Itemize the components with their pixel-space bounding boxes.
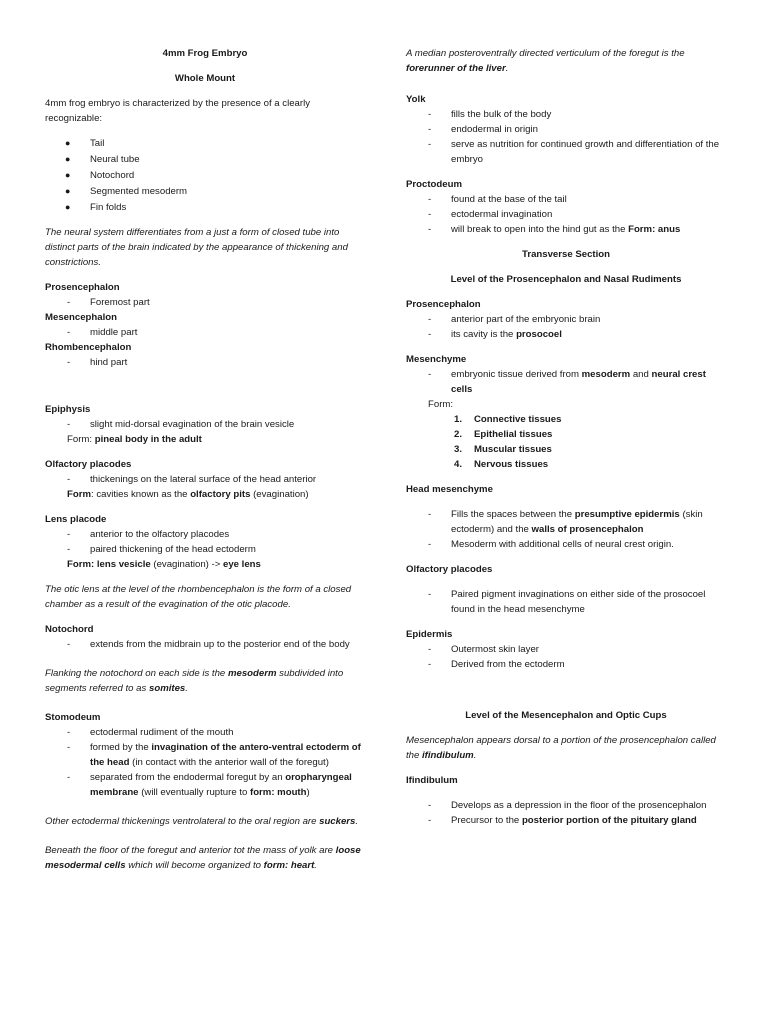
form-line: Form: cavities known as the olfactory pits (evagination) [67, 489, 309, 500]
list-item: - Precursor to the posterior portion of the pituitary gland [428, 815, 697, 826]
list-item: - Paired pigment invaginations on either side of the prosocoel found in the head mesenchyme [428, 589, 706, 615]
list-item: - extends from the midbrain up to the posterior end of the body [67, 639, 350, 650]
list-item: - paired thickening of the head ectoderm [67, 544, 256, 555]
left-column [45, 46, 365, 873]
list-item: - fills the bulk of the body [428, 109, 552, 120]
list-item: - slight mid-dorsal evagination of the brain vesicle [67, 419, 295, 430]
list-item: 2. Epithelial tissues [453, 429, 553, 440]
section-heading: Stomodeum [45, 712, 101, 723]
list-item: - Develops as a depression in the floor of the prosencephalon [428, 800, 707, 811]
list-item: ● Notochord [65, 170, 135, 181]
section-heading: Ifindibulum [406, 775, 458, 786]
list-item: - ectodermal rudiment of the mouth [67, 727, 234, 738]
doc-subtitle: Whole Mount [174, 73, 236, 84]
section-heading: Rhombencephalon [45, 342, 132, 353]
list-item: - Derived from the ectoderm [428, 659, 565, 670]
list-item: ● Tail [65, 138, 105, 149]
form-line: Form: [428, 399, 454, 410]
section-heading: Olfactory placodes [45, 459, 132, 470]
list-item: - its cavity is the prosocoel [428, 329, 562, 340]
section-heading: Lens placode [45, 514, 107, 525]
flank-note: Flanking the notochord on each side is the mesoderm subdivided into segments referred to as somites. [45, 668, 344, 694]
neural-note: The neural system differentiates from a just a form of closed tube into distinct parts of the brain indicated by the appearance of thickening and constrictions. [45, 227, 348, 268]
section-heading: Notochord [45, 624, 94, 635]
list-item: - hind part [67, 357, 128, 368]
list-item: - serve as nutrition for continued growth and differentiation of the embryo [428, 139, 720, 165]
section-heading: Proctodeum [406, 179, 462, 190]
ecto-note: Other ectodermal thickenings ventrolateral to the oral region are suckers. [45, 816, 359, 827]
list-item: - formed by the invagination of the antero-ventral ectoderm of the head (in contact with the anterior wall of the foregut) [67, 742, 361, 768]
list-item: ● Neural tube [65, 154, 140, 165]
list-item: 4. Nervous tissues [453, 459, 549, 470]
intro-text: 4mm frog embryo is characterized by the presence of a clearly recognizable: [45, 98, 311, 124]
list-item: - found at the base of the tail [428, 194, 567, 205]
right-column [406, 46, 726, 828]
section-heading: Prosencephalon [406, 299, 481, 310]
list-item: - Fills the spaces between the presumptive epidermis (skin ectoderm) and the walls of prosencephalon [428, 509, 703, 535]
section-title: Transverse Section [522, 249, 610, 260]
list-item: - embryonic tissue derived from mesoderm and neural crest cells [428, 369, 706, 395]
list-item: - Outermost skin layer [428, 644, 539, 655]
list-item: ● Segmented mesoderm [65, 186, 188, 197]
list-item: - ectodermal invagination [428, 209, 553, 220]
list-item: - separated from the endodermal foregut by an oropharyngeal membrane (will eventually rupture to form: mouth) [67, 772, 352, 798]
section-heading: Head mesenchyme [406, 484, 493, 495]
section-heading: Olfactory placodes [406, 564, 493, 575]
list-item: - will break to open into the hind gut as the Form: anus [428, 224, 681, 235]
level-title: Level of the Prosencephalon and Nasal Rudiments [450, 274, 682, 285]
list-item: - middle part [67, 327, 138, 338]
list-item: 3. Muscular tissues [453, 444, 552, 455]
list-item: - anterior to the olfactory placodes [67, 529, 230, 540]
list-item: - endodermal in origin [428, 124, 538, 135]
list-item: ● Fin folds [65, 202, 127, 213]
liver-note: A median posteroventrally directed verticulum of the foregut is the forerunner of the liver. [406, 48, 685, 74]
list-item: - Mesoderm with additional cells of neural crest origin. [428, 539, 674, 550]
section-heading: Prosencephalon [45, 282, 120, 293]
form-line: Form: pineal body in the adult [67, 434, 202, 445]
feature-list [45, 136, 365, 215]
list-item: - anterior part of the embryonic brain [428, 314, 601, 325]
otic-note: The otic lens at the level of the rhombencephalon is the form of a closed chamber as a result of the evagination of the otic placode. [45, 584, 352, 610]
level-title: Level of the Mesencephalon and Optic Cups [465, 710, 667, 721]
list-item: - Foremost part [67, 297, 150, 308]
list-item: 1. Connective tissues [453, 414, 562, 425]
section-heading: Epiphysis [45, 404, 91, 415]
section-heading: Yolk [406, 94, 426, 105]
mesencephalon-note: Mesencephalon appears dorsal to a portion of the prosencephalon called the ifindibulum. [406, 735, 716, 761]
form-line: Form: lens vesicle (evagination) -> eye lens [67, 559, 261, 570]
beneath-note: Beneath the floor of the foregut and anterior tot the mass of yolk are loose mesodermal cells which will become organized to form: heart. [45, 845, 361, 871]
doc-title: 4mm Frog Embryo [162, 48, 248, 59]
section-heading: Mesenchyme [406, 354, 467, 365]
list-item: - thickenings on the lateral surface of the head anterior [67, 474, 317, 485]
section-heading: Mesencephalon [45, 312, 117, 323]
section-heading: Epidermis [406, 629, 453, 640]
